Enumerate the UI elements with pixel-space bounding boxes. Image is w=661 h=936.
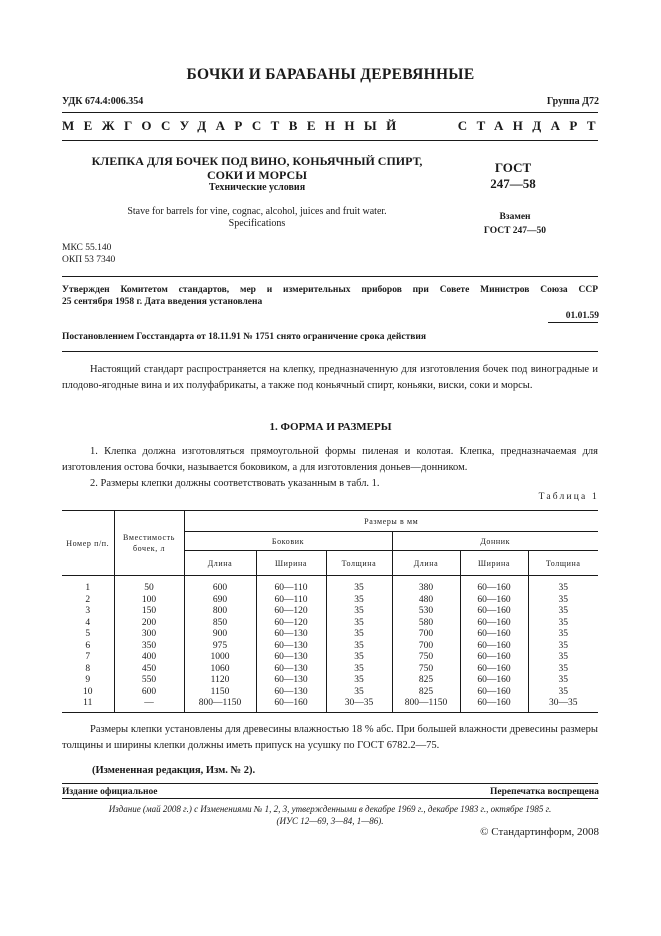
cell-volume: 350 [114, 641, 184, 653]
date-underline [548, 322, 598, 323]
intro-paragraph [62, 362, 598, 394]
reprint-notice: Перепечатка воспрещена [489, 787, 599, 797]
cell-don-width: 60—160 [460, 664, 528, 676]
cell-bok-thickness: 35 [326, 595, 392, 607]
cell-don-length: 825 [392, 675, 460, 687]
cell-bok-length: 800—1150 [184, 698, 256, 712]
edition-line-1: Издание (май 2008 г.) с Изменениями № 1, 2, 3, утвержденными в декабре 1969 г., декабре 1983 г., октябре 1985 г. [108, 804, 552, 814]
introduction-date: 01.01.59 [565, 311, 599, 321]
cell-bok-length: 1150 [184, 687, 256, 699]
english-title [62, 206, 452, 230]
paragraph-1: 1. Клепка должна изготовляться прямоугольной формы пиленая и колотая. Клепка, предназначаемая для изготовления остова бочки, называется боковиком, а для изготовления доньев—донником. [62, 446, 598, 473]
cell-don-length: 825 [392, 687, 460, 699]
cell-number: 8 [62, 664, 114, 676]
after-table-text: Размеры клепки установлены для древесины влажностью 18 % абс. При большей влажности древесины размеры толщины и ширины клепки должны иметь припуск на усушку по ГОСТ 6782.2—75. [62, 724, 598, 751]
cell-bok-length: 850 [184, 618, 256, 630]
header-volume: Вместимость бочек, л [114, 511, 184, 576]
cell-bok-length: 975 [184, 641, 256, 653]
cell-don-length: 530 [392, 606, 460, 618]
cell-bok-width: 60—110 [256, 576, 326, 595]
document-series-title: БОЧКИ И БАРАБАНЫ ДЕРЕВЯННЫЕ [186, 66, 475, 83]
edition-info [62, 803, 598, 827]
cell-volume: 100 [114, 595, 184, 607]
table-row [62, 675, 598, 687]
cell-bok-width: 60—120 [256, 606, 326, 618]
cell-bok-length: 1060 [184, 664, 256, 676]
table-label: Таблица 1 [538, 492, 599, 502]
cell-number: 7 [62, 652, 114, 664]
cell-volume: 300 [114, 629, 184, 641]
cell-don-thickness: 35 [528, 687, 598, 699]
section-title: 1. ФОРМА И РАЗМЕРЫ [269, 421, 392, 433]
cell-don-width: 60—160 [460, 698, 528, 712]
document-subtitle: Технические условия [208, 182, 306, 193]
group-code: Группа Д72 [546, 96, 599, 107]
cell-bok-width: 60—130 [256, 675, 326, 687]
header-bok-width: Ширина [256, 551, 326, 576]
cell-don-width: 60—160 [460, 629, 528, 641]
okp-code: ОКП 53 7340 [62, 255, 116, 265]
cell-bok-width: 60—120 [256, 618, 326, 630]
header-bokovik: Боковик [184, 532, 392, 551]
cell-don-width: 60—160 [460, 618, 528, 630]
cell-bok-length: 800 [184, 606, 256, 618]
cell-number: 2 [62, 595, 114, 607]
replaces-block [470, 210, 560, 238]
cell-don-length: 580 [392, 618, 460, 630]
footer-divider [62, 783, 598, 784]
sizes-table [62, 510, 598, 713]
cell-bok-thickness: 35 [326, 618, 392, 630]
cell-volume: — [114, 698, 184, 712]
cell-bok-length: 1000 [184, 652, 256, 664]
cell-number: 5 [62, 629, 114, 641]
table-row [62, 698, 598, 712]
classification-codes [62, 242, 115, 266]
cell-bok-width: 60—130 [256, 629, 326, 641]
table-row [62, 576, 598, 595]
cell-bok-width: 60—130 [256, 664, 326, 676]
cell-don-thickness: 35 [528, 629, 598, 641]
official-edition: Издание официальное [62, 787, 158, 797]
english-title-line-2: Specifications [228, 218, 286, 229]
cell-bok-length: 900 [184, 629, 256, 641]
table-row [62, 664, 598, 676]
cell-don-length: 700 [392, 641, 460, 653]
header-don-thickness: Толщина [528, 551, 598, 576]
cell-don-width: 60—160 [460, 595, 528, 607]
gost-number: 247—58 [490, 176, 536, 191]
header-bok-length: Длина [184, 551, 256, 576]
cell-don-width: 60—160 [460, 675, 528, 687]
approval-text [62, 284, 598, 308]
mks-code: МКС 55.140 [62, 243, 112, 253]
cell-don-width: 60—160 [460, 687, 528, 699]
header-number: Номер п/п. [62, 511, 114, 576]
cell-don-length: 380 [392, 576, 460, 595]
amendment-note: (Измененная редакция, Изм. № 2). [92, 765, 256, 776]
section-paragraphs [62, 444, 598, 492]
cell-don-thickness: 35 [528, 595, 598, 607]
gost-label: ГОСТ [494, 160, 532, 175]
cell-number: 9 [62, 675, 114, 687]
table-row [62, 606, 598, 618]
cell-don-width: 60—160 [460, 576, 528, 595]
table-row [62, 629, 598, 641]
cell-bok-thickness: 35 [326, 675, 392, 687]
replaces-label: Взамен [499, 212, 531, 222]
gost-block [478, 160, 548, 192]
document-title [62, 154, 452, 182]
table-row [62, 641, 598, 653]
cell-bok-width: 60—110 [256, 595, 326, 607]
resolution-note: Постановлением Госстандарта от 18.11.91 № 1751 снято ограничение срока действия [62, 332, 427, 342]
cell-don-length: 480 [392, 595, 460, 607]
cell-don-thickness: 35 [528, 675, 598, 687]
cell-don-thickness: 35 [528, 618, 598, 630]
cell-bok-thickness: 35 [326, 641, 392, 653]
cell-don-width: 60—160 [460, 641, 528, 653]
cell-bok-length: 690 [184, 595, 256, 607]
cell-bok-width: 60—130 [256, 652, 326, 664]
table-row [62, 595, 598, 607]
cell-don-width: 60—160 [460, 652, 528, 664]
intro-text: Настоящий стандарт распространяется на клепку, предназначенную для изготовления бочек под виноградные и плодово-ягодные вина и их полуфабрикаты, а также под коньячный спирт, коньяки, виски, соки и морсы. [62, 364, 598, 391]
header-don-length: Длина [392, 551, 460, 576]
cell-don-thickness: 35 [528, 606, 598, 618]
udk-code: УДК 674.4:006.354 [62, 96, 144, 107]
cell-don-thickness: 35 [528, 576, 598, 595]
cell-bok-thickness: 30—35 [326, 698, 392, 712]
cell-bok-thickness: 35 [326, 576, 392, 595]
cell-number: 3 [62, 606, 114, 618]
cell-don-thickness: 35 [528, 664, 598, 676]
cell-bok-thickness: 35 [326, 664, 392, 676]
title-line-2: СОКИ И МОРСЫ [207, 168, 307, 182]
header-donnik: Донник [392, 532, 598, 551]
approval-line-2: 25 сентября 1958 г. Дата введения установлена [62, 297, 263, 307]
cell-number: 6 [62, 641, 114, 653]
approval-line-1: Утвержден Комитетом стандартов, мер и измерительных приборов при Совете Министров Союза ССР [62, 285, 598, 295]
cell-volume: 450 [114, 664, 184, 676]
cell-volume: 200 [114, 618, 184, 630]
replaces-value: ГОСТ 247—50 [483, 226, 547, 236]
cell-don-length: 800—1150 [392, 698, 460, 712]
cell-don-length: 750 [392, 652, 460, 664]
title-line-1: КЛЕПКА ДЛЯ БОЧЕК ПОД ВИНО, КОНЬЯЧНЫЙ СПИРТ, [91, 154, 423, 168]
cell-bok-thickness: 35 [326, 606, 392, 618]
header-divider [62, 112, 598, 113]
cell-bok-width: 60—130 [256, 641, 326, 653]
cell-volume: 400 [114, 652, 184, 664]
cell-number: 11 [62, 698, 114, 712]
table-row [62, 618, 598, 630]
header-divider-bottom [62, 140, 598, 141]
cell-bok-thickness: 35 [326, 629, 392, 641]
header-bok-thickness: Толщина [326, 551, 392, 576]
cell-don-thickness: 30—35 [528, 698, 598, 712]
cell-don-length: 700 [392, 629, 460, 641]
cell-volume: 150 [114, 606, 184, 618]
after-table-paragraph [62, 722, 598, 754]
header-don-width: Ширина [460, 551, 528, 576]
cell-don-thickness: 35 [528, 641, 598, 653]
cell-don-thickness: 35 [528, 652, 598, 664]
cell-don-length: 750 [392, 664, 460, 676]
approval-divider [62, 276, 598, 277]
footer-divider-2 [62, 798, 598, 799]
cell-number: 4 [62, 618, 114, 630]
cell-number: 1 [62, 576, 114, 595]
paragraph-2: 2. Размеры клепки должны соответствовать указанным в табл. 1. [90, 478, 380, 489]
table-row [62, 687, 598, 699]
cell-bok-width: 60—160 [256, 698, 326, 712]
cell-bok-length: 600 [184, 576, 256, 595]
cell-volume: 550 [114, 675, 184, 687]
cell-volume: 600 [114, 687, 184, 699]
edition-line-2: (ИУС 12—69, 3—84, 1—86). [276, 816, 384, 826]
cell-bok-thickness: 35 [326, 687, 392, 699]
cell-number: 10 [62, 687, 114, 699]
header-sizes: Размеры в мм [184, 511, 598, 532]
table-row [62, 652, 598, 664]
cell-don-width: 60—160 [460, 606, 528, 618]
interstate-label: МЕЖГОСУДАРСТВЕННЫЙ [62, 118, 406, 133]
resolution-divider [62, 351, 598, 352]
cell-bok-width: 60—130 [256, 687, 326, 699]
english-title-line-1: Stave for barrels for vine, cognac, alcohol, juices and fruit water. [127, 206, 387, 217]
cell-bok-length: 1120 [184, 675, 256, 687]
cell-volume: 50 [114, 576, 184, 595]
copyright: © Стандартинформ, 2008 [480, 826, 599, 838]
standard-label: СТАНДАРТ [457, 118, 605, 133]
cell-bok-thickness: 35 [326, 652, 392, 664]
